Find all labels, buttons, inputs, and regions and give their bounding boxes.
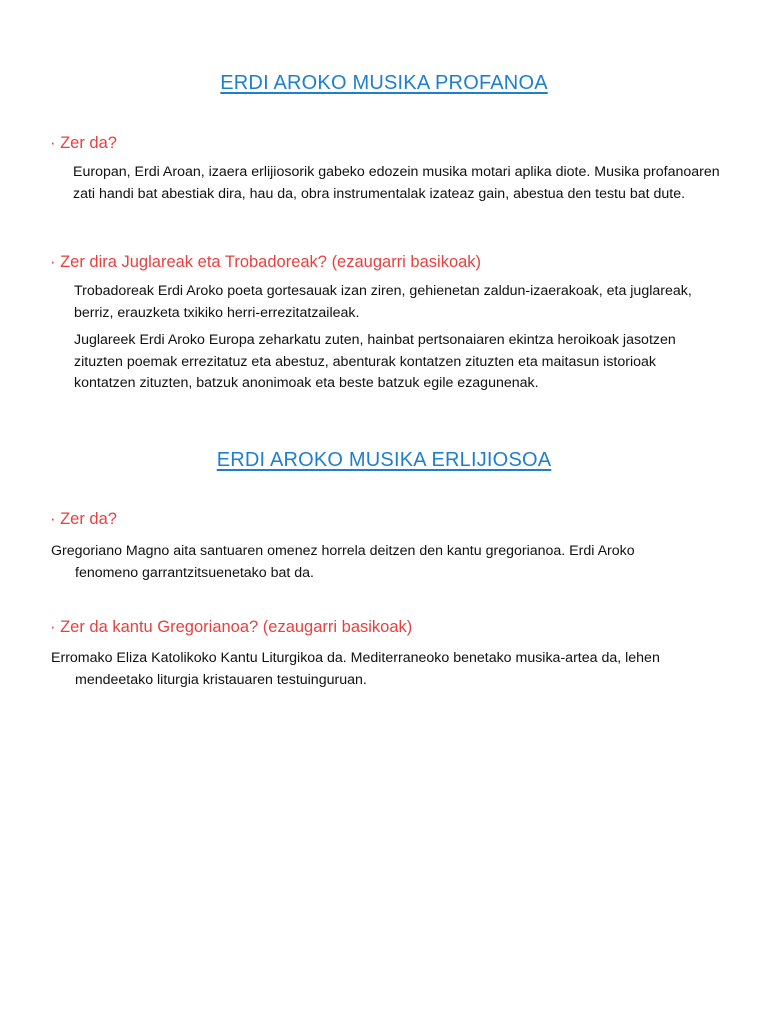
answer-kantu-gregorianoa: Erromako Eliza Katolikoko Kantu Liturgikoa da. Mediterraneoko benetako musika-artea da, lehen mendeetako liturgia kristauaren testuinguruan. — [51, 650, 660, 688]
question-zer-da-erlijiosoa: · Zer da? — [50, 510, 117, 528]
section-title-erlijiosoa: ERDI AROKO MUSIKA ERLIJIOSOA — [216, 449, 552, 471]
question-zer-da-profanoa: · Zer da? — [50, 134, 117, 152]
answer-trobadoreak: Trobadoreak Erdi Aroko poeta gortesauak izan ziren, gehienetan zaldun-izaerakoak, eta juglareak, berriz, erauzketa txikiko herri-errezitatzaileak. — [74, 283, 692, 321]
section-title-profanoa: ERDI AROKO MUSIKA PROFANOA — [220, 72, 548, 94]
answer-zer-da-erlijiosoa: Gregoriano Magno aita santuaren omenez horrela deitzen den kantu gregorianoa. Erdi Aroko fenomeno garrantzitsuenetako bat da. — [51, 543, 635, 581]
question-kantu-gregorianoa: · Zer da kantu Gregorianoa? (ezaugarri basikoak) — [50, 618, 413, 636]
answer-zer-da-profanoa: Europan, Erdi Aroan, izaera erlijiosorik gabeko edozein musika motari aplika diote. Musika profanoaren zati handi bat abestiak dira, hau da, obra instrumentalak izateaz gain, abestua den testu bat dute. — [73, 164, 720, 202]
answer-juglareak: Juglareek Erdi Aroko Europa zeharkatu zuten, hainbat pertsonaiaren ekintza heroikoak jasotzen zituzten poemak errezitatuz eta abestuz, abenturak kontatzen zituzten eta maitasun istorioak kontatzen zituzten, batzuk anonimoak eta beste batzuk egile ezagunenak. — [74, 332, 676, 391]
question-juglareak-trobadoreak: · Zer dira Juglareak eta Trobadoreak? (ezaugarri basikoak) — [50, 253, 482, 271]
